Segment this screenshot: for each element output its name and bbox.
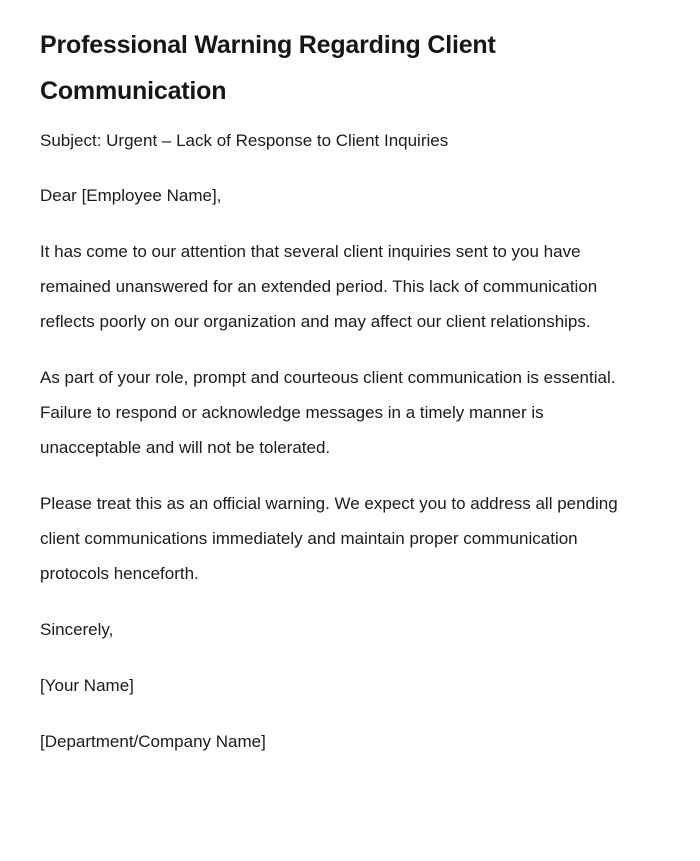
subject-line: Subject: Urgent – Lack of Response to Client Inquiries (40, 131, 449, 150)
salutation: Dear [Employee Name], (40, 186, 222, 205)
body-paragraph-3: Please treat this as an official warning. We expect you to address all pending client communications immediately and maintain proper communication protocols henceforth. (40, 494, 618, 583)
closing-line: Sincerely, (40, 620, 114, 639)
signature-department: [Department/Company Name] (40, 732, 266, 751)
body-paragraph-1: It has come to our attention that several client inquiries sent to you have remained unanswered for an extended period. This lack of communication reflects poorly on our organization and may affect our client relationships. (40, 242, 598, 331)
body-paragraph-2: As part of your role, prompt and courteous client communication is essential. Failure to respond or acknowledge messages in a timely manner is unacceptable and will not be tolerated. (40, 368, 616, 457)
signature-name: [Your Name] (40, 676, 134, 695)
page-title: Professional Warning Regarding Client Communication (40, 31, 496, 105)
